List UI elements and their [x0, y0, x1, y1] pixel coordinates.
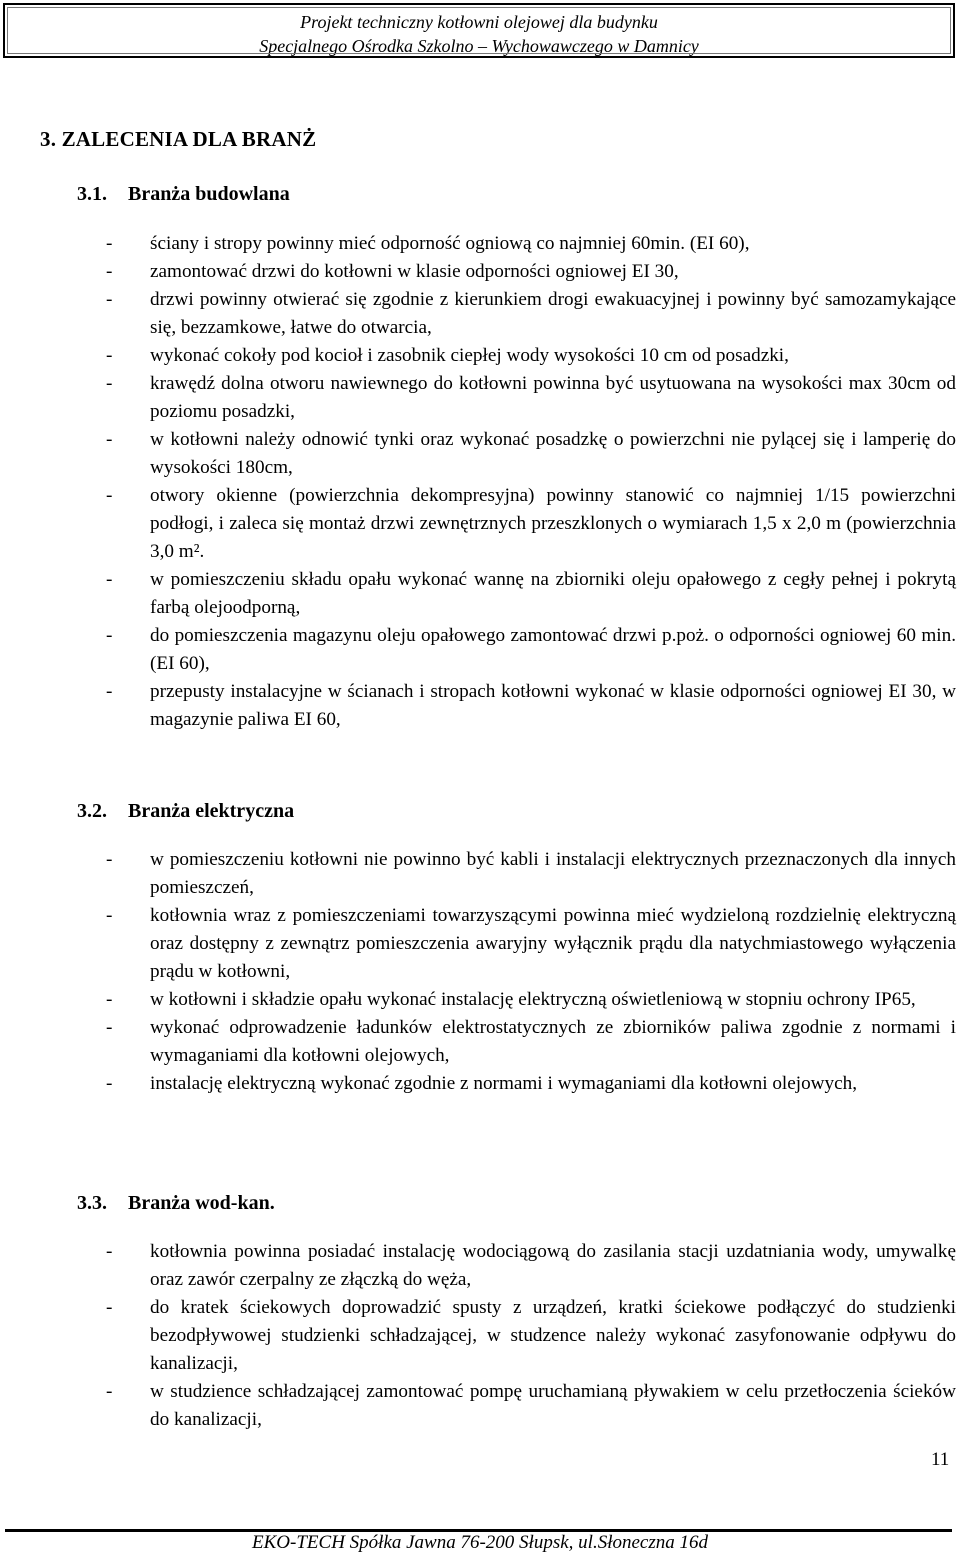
- list-item-text: zamontować drzwi do kotłowni w klasie odporności ogniowej EI 30,: [150, 261, 679, 282]
- list-item: [0, 986, 960, 1014]
- list-dash: -: [106, 1073, 113, 1094]
- list-item-text: do kratek ściekowych doprowadzić spusty z urządzeń, kratki ściekowe podłączyć do studzienki bezodpływowej studzienki schładzającej, w studzence należy wykonać zasyfonowanie odpływu do kanalizacji,: [150, 1297, 956, 1374]
- list-item-text: w pomieszczeniu kotłowni nie powinno być kabli i instalacji elektrycznych przeznaczonych dla innych pomieszczeń,: [150, 849, 956, 898]
- list-dash: -: [106, 1017, 113, 1038]
- list-dash: -: [106, 989, 113, 1010]
- list-item: [0, 342, 960, 370]
- list-item: [0, 230, 960, 258]
- list-dash: -: [106, 849, 113, 870]
- section-number: 3.3.: [77, 1192, 107, 1214]
- list-item-text: w studzience schładzającej zamontować pompę uruchamianą pływakiem w celu przetłoczenia ścieków do kanalizacji,: [150, 1381, 956, 1430]
- list-item: [0, 426, 960, 482]
- list-dash: -: [106, 233, 113, 254]
- list-item-text: ściany i stropy powinny mieć odporność ogniową co najmniej 60min. (EI 60),: [150, 233, 750, 254]
- list-dash: -: [106, 373, 113, 394]
- list-dash: -: [106, 1297, 113, 1318]
- section-number: 3.1.: [77, 183, 107, 205]
- list-item-text: wykonać cokoły pod kocioł i zasobnik ciepłej wody wysokości 10 cm od posadzki,: [150, 345, 789, 366]
- header-line-1: Projekt techniczny kotłowni olejowej dla budynku: [300, 12, 658, 32]
- list-item-text: w kotłowni i składzie opału wykonać instalację elektryczną oświetleniową w stopniu ochrony IP65,: [150, 989, 916, 1010]
- page-number: 11: [931, 1449, 950, 1470]
- list-item-text: otwory okienne (powierzchnia dekompresyjna) powinny stanowić co najmniej 1/15 powierzchni podłogi, i zaleca się montaż drzwi zewnętrznych przeszklonych o wymiarach 1,5 x 2,0 m (powierzchnia 3,0 m².: [150, 485, 956, 562]
- list-item: [0, 370, 960, 426]
- list-item: [0, 902, 960, 986]
- list-item: [0, 1294, 960, 1378]
- list-item: [0, 1378, 960, 1434]
- list-item-text: instalację elektryczną wykonać zgodnie z normami i wymaganiami dla kotłowni olejowych,: [150, 1073, 858, 1094]
- list-item: [0, 1238, 960, 1294]
- list-dash: -: [106, 569, 113, 590]
- list-dash: -: [106, 289, 113, 310]
- list-item-text: drzwi powinny otwierać się zgodnie z kierunkiem drogi ewakuacyjnej i powinny być samozamykające się, bezzamkowe, łatwe do otwarcia,: [150, 289, 956, 338]
- header-line-2: Specjalnego Ośrodka Szkolno – Wychowawczego w Damnicy: [259, 36, 699, 56]
- list-dash: -: [106, 625, 113, 646]
- list-item: [0, 566, 960, 622]
- section-3-2-list: [0, 846, 960, 1098]
- list-item: [0, 622, 960, 678]
- list-dash: -: [106, 485, 113, 506]
- list-item-text: kotłownia powinna posiadać instalację wodociągową do zasilania stacji uzdatniania wody, umywalkę oraz zawór czerpalny ze złączką do węża,: [150, 1241, 956, 1290]
- section-title: Branża budowlana: [128, 183, 290, 205]
- list-item: [0, 286, 960, 342]
- list-item: [0, 846, 960, 902]
- list-item: [0, 1014, 960, 1070]
- page-header: [3, 3, 955, 58]
- list-item-text: przepusty instalacyjne w ścianach i stropach kotłowni wykonać w klasie odporności ogniowej EI 30, w magazynie paliwa EI 60,: [150, 681, 956, 730]
- list-dash: -: [106, 1241, 113, 1262]
- list-item: [0, 482, 960, 566]
- section-title: Branża wod-kan.: [128, 1192, 275, 1214]
- list-dash: -: [106, 261, 113, 282]
- list-item-text: kotłownia wraz z pomieszczeniami towarzyszącymi powinna mieć wydzieloną rozdzielnię elektryczną oraz dostępny z zewnątrz pomieszczenia awaryjny wyłącznik prądu dla natychmiastowego wyłączenia prądu w kotłowni,: [150, 905, 956, 982]
- list-dash: -: [106, 905, 113, 926]
- section-3-3-list: [0, 1238, 960, 1434]
- page-footer: EKO-TECH Spółka Jawna 76-200 Słupsk, ul.Słoneczna 16d: [252, 1532, 708, 1553]
- list-item: [0, 678, 960, 734]
- list-item-text: krawędź dolna otworu nawiewnego do kotłowni powinna być usytuowana na wysokości max 30cm od poziomu posadzki,: [150, 373, 956, 422]
- list-item: [0, 258, 960, 286]
- list-item-text: w pomieszczeniu składu opału wykonać wannę na zbiorniki oleju opałowego z cegły pełnej i pokrytą farbą olejoodporną,: [150, 569, 956, 618]
- chapter-heading: 3. ZALECENIA DLA BRANŻ: [40, 127, 317, 151]
- list-dash: -: [106, 345, 113, 366]
- section-title: Branża elektryczna: [128, 800, 295, 822]
- list-item-text: wykonać odprowadzenie ładunków elektrostatycznych ze zbiorników paliwa zgodnie z normami i wymaganiami dla kotłowni olejowych,: [150, 1017, 956, 1066]
- section-number: 3.2.: [77, 800, 107, 822]
- list-item-text: w kotłowni należy odnowić tynki oraz wykonać posadzkę o powierzchni nie pylącej się i lamperię do wysokości 180cm,: [150, 429, 956, 478]
- list-item: [0, 1070, 960, 1098]
- list-dash: -: [106, 429, 113, 450]
- list-item-text: do pomieszczenia magazynu oleju opałowego zamontować drzwi p.poż. o odporności ogniowej 60 min. (EI 60),: [150, 625, 956, 674]
- section-3-1-list: [0, 230, 960, 734]
- list-dash: -: [106, 1381, 113, 1402]
- list-dash: -: [106, 681, 113, 702]
